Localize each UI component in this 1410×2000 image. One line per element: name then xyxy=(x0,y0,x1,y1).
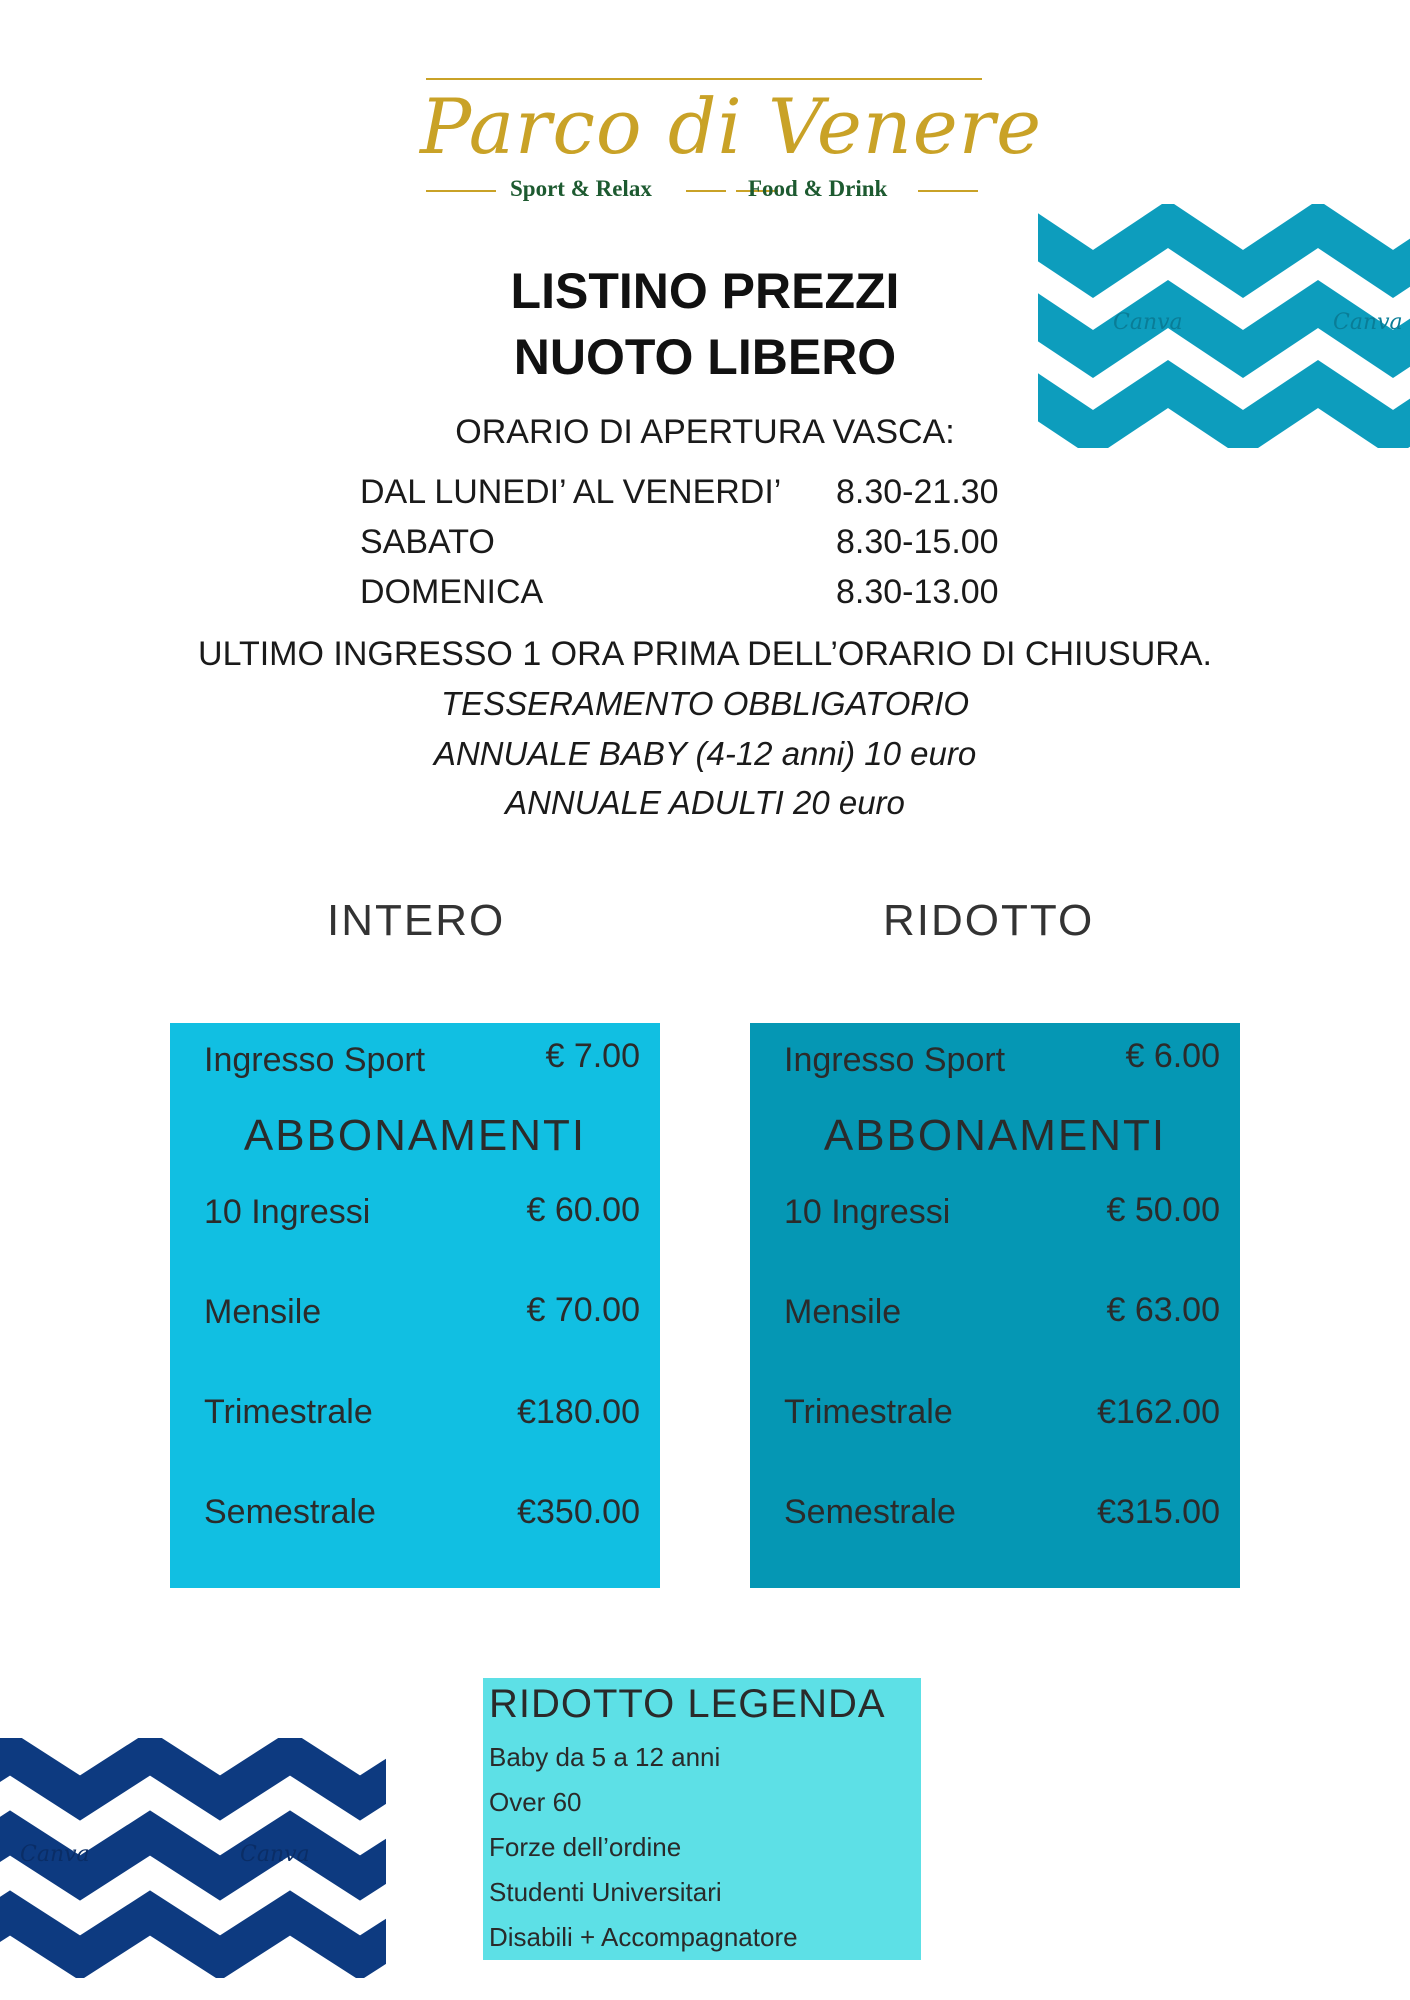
legend-item: Forze dell’ordine xyxy=(489,1832,682,1862)
price-value: € 7.00 xyxy=(545,1037,640,1075)
price-value: €315.00 xyxy=(1097,1493,1220,1531)
legend-title: RIDOTTO LEGENDA xyxy=(489,1682,886,1726)
price-value: €180.00 xyxy=(517,1393,640,1431)
membership-baby: ANNUALE BABY (4-12 anni) 10 euro xyxy=(433,735,977,772)
price-label: Semestrale xyxy=(784,1493,956,1531)
legend-item: Baby da 5 a 12 anni xyxy=(489,1742,721,1772)
price-label: Mensile xyxy=(204,1293,322,1331)
price-value: € 70.00 xyxy=(526,1291,640,1329)
logo-rule-right xyxy=(918,190,978,192)
logo-tag-sport: Sport & Relax xyxy=(510,176,652,201)
price-value: € 6.00 xyxy=(1125,1037,1220,1075)
subscriptions-title: ABBONAMENTI xyxy=(823,1111,1167,1160)
page-title-line2: NUOTO LIBERO xyxy=(513,329,897,385)
page-title-line1: LISTINO PREZZI xyxy=(510,263,900,319)
canva-watermark: Canva xyxy=(20,1842,90,1867)
schedule-time: 8.30-15.00 xyxy=(836,523,999,561)
price-value: € 60.00 xyxy=(526,1191,640,1229)
price-value: € 50.00 xyxy=(1106,1191,1220,1229)
schedule-time: 8.30-13.00 xyxy=(836,573,999,611)
logo-rule-mid1 xyxy=(686,190,726,192)
price-value: € 63.00 xyxy=(1106,1291,1220,1329)
schedule-day: DOMENICA xyxy=(360,573,544,611)
price-label: 10 Ingressi xyxy=(784,1193,951,1231)
chevron-decoration-bottom xyxy=(0,1738,386,1978)
logo-top-rule xyxy=(426,78,982,80)
price-panel-ridotto xyxy=(750,1023,1240,1588)
price-label: Trimestrale xyxy=(204,1393,373,1431)
price-label: Semestrale xyxy=(204,1493,376,1531)
canva-watermark: Canva xyxy=(1113,310,1183,335)
logo-rule-left xyxy=(426,190,496,192)
schedule-time: 8.30-21.30 xyxy=(836,473,999,511)
schedule-day: SABATO xyxy=(360,523,495,561)
column-heading-intero: INTERO xyxy=(327,896,506,945)
price-value: €162.00 xyxy=(1097,1393,1220,1431)
canva-watermark: Canva xyxy=(240,1842,310,1867)
price-label: Mensile xyxy=(784,1293,902,1331)
legend-item: Disabili + Accompagnatore xyxy=(489,1922,798,1952)
brand-logo xyxy=(420,64,1043,214)
schedule-day: DAL LUNEDI’ AL VENERDI’ xyxy=(360,473,782,511)
legend-item: Over 60 xyxy=(489,1787,582,1817)
price-label: 10 Ingressi xyxy=(204,1193,371,1231)
membership-note: TESSERAMENTO OBBLIGATORIO xyxy=(440,685,970,722)
price-value: €350.00 xyxy=(517,1493,640,1531)
logo-tag-food: Food & Drink xyxy=(748,176,888,201)
price-panel-intero xyxy=(170,1023,660,1588)
price-label: Trimestrale xyxy=(784,1393,953,1431)
price-label: Ingresso Sport xyxy=(784,1041,1006,1079)
reduced-legend xyxy=(483,1678,921,1960)
chevron-decoration-top xyxy=(1038,204,1410,448)
legend-item: Studenti Universitari xyxy=(489,1877,722,1907)
canva-watermark: Canva xyxy=(1333,310,1403,335)
subscriptions-title: ABBONAMENTI xyxy=(243,1111,587,1160)
column-heading-ridotto: RIDOTTO xyxy=(883,896,1095,945)
last-entry-note: ULTIMO INGRESSO 1 ORA PRIMA DELL’ORARIO DI CHIUSURA. xyxy=(198,635,1212,673)
membership-adults: ANNUALE ADULTI 20 euro xyxy=(505,784,905,821)
logo-name: Parco di Venere xyxy=(420,82,1043,171)
price-label: Ingresso Sport xyxy=(204,1041,426,1079)
hours-heading: ORARIO DI APERTURA VASCA: xyxy=(455,413,955,451)
